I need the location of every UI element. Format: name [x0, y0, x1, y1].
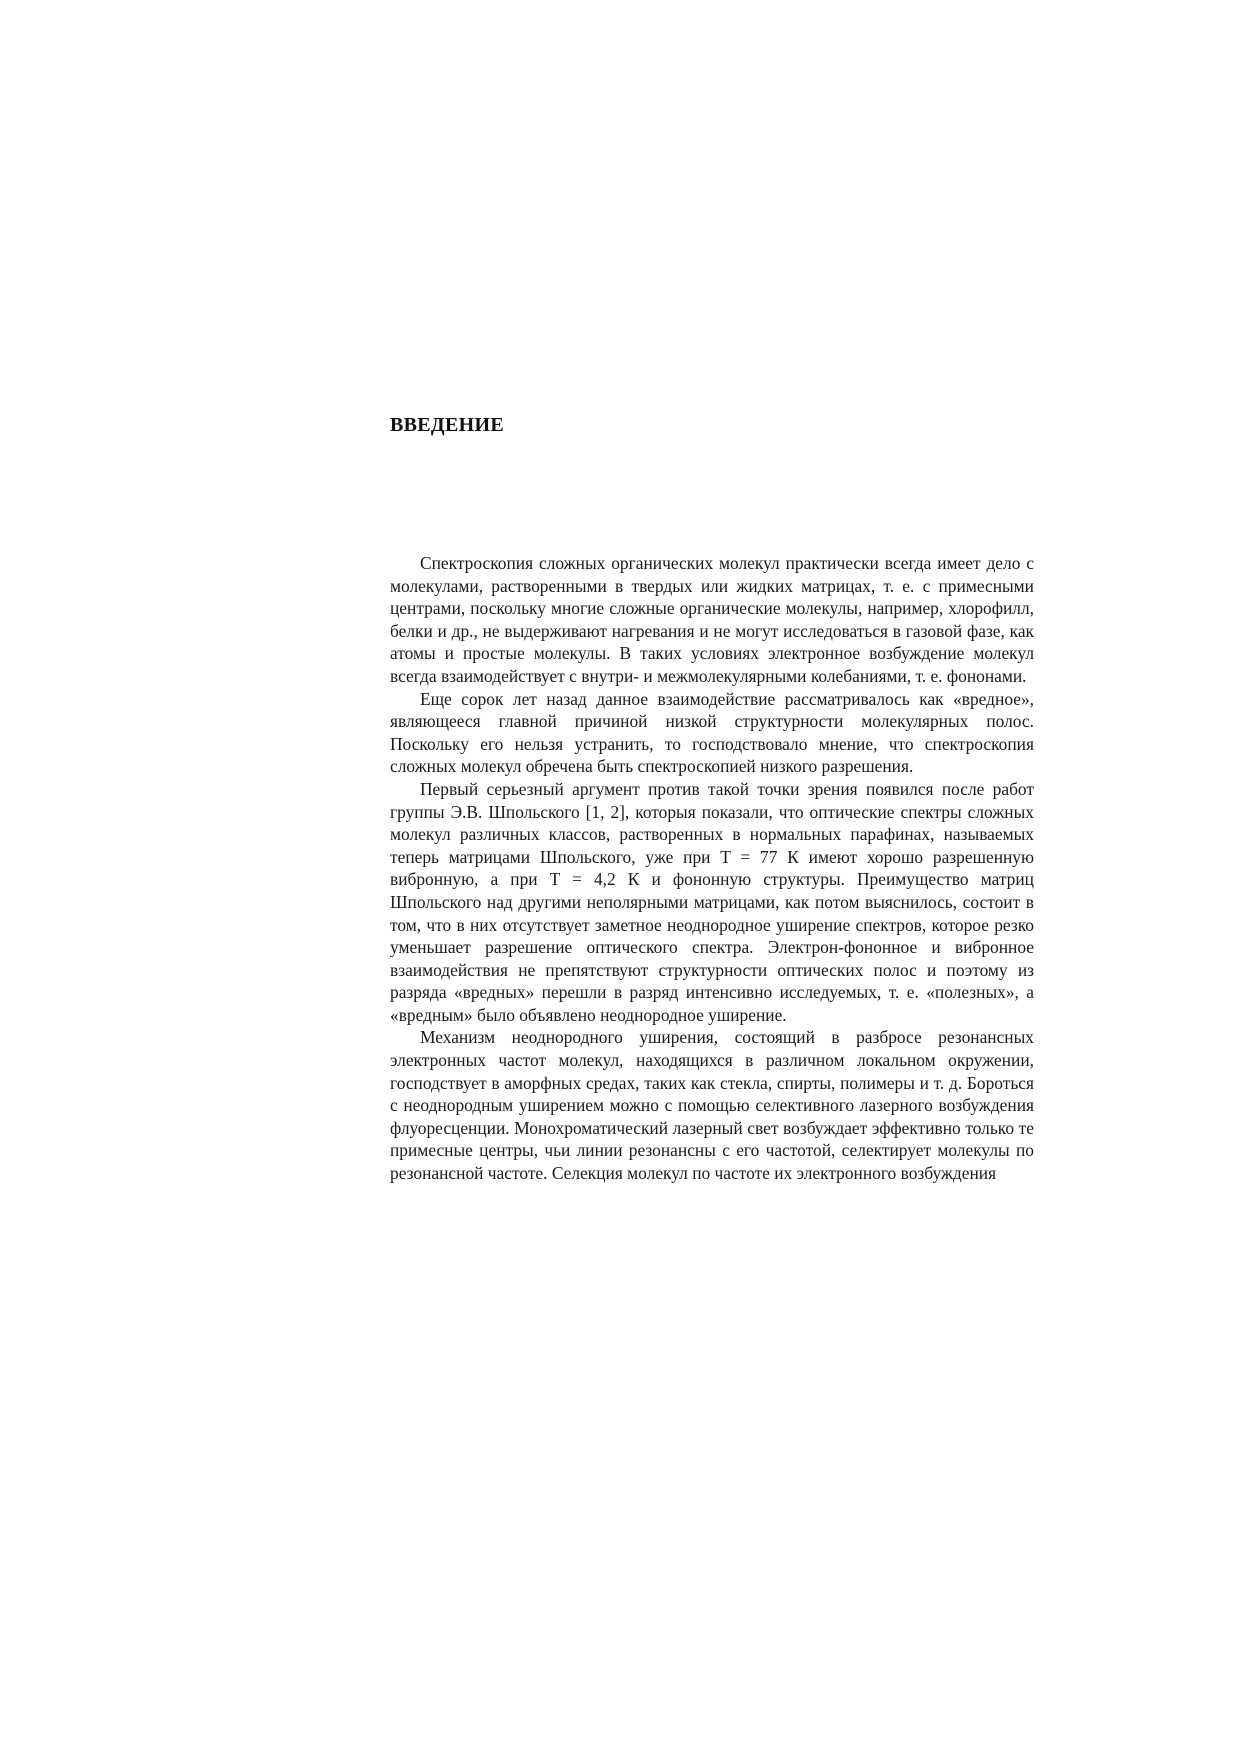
- paragraph: Спектроскопия сложных органических молекул практически всегда имеет дело с молекулами, растворенными в твердых или жидких матрицах, т. е. с примесными центрами, поскольку многие сложные органические молекулы, например, хлорофилл, белки и др., не выдерживают нагревания и не могут исследоваться в газовой фазе, как атомы и простые молекулы. В таких условиях электронное возбуждение молекул всегда взаимодействует с внутри- и межмолекулярными колебаниями, т. е. фононами.: [390, 553, 1034, 686]
- chapter-title: ВВЕДЕНИЕ: [390, 414, 504, 436]
- paragraph: Первый серьезный аргумент против такой точки зрения появился после работ группы Э.В. Шпольского [1, 2], которыя показали, что оптические спектры сложных молекул различных классов, растворенных в нормальных парафинах, называемых теперь матрицами Шпольского, уже при T = 77 К имеют хорошо разрешенную вибронную, а при T = 4,2 К и фононную структуры. Преимущество матриц Шпольского над другими неполярными матрицами, как потом выяснилось, состоит в том, что в них отсутствует заметное неоднородное уширение спектров, которое резко уменьшает разрешение оптического спектра. Электрон-фононное и вибронное взаимодействия не препятствуют структурности оптических полос и поэтому из разряда «вредных» перешли в разряд интенсивно исследуемых, т. е. «полезных», а «вредным» было объявлено неоднородное уширение.: [390, 778, 1034, 1025]
- paragraph: Еще сорок лет назад данное взаимодействие рассматривалось как «вредное», являющееся главной причиной низкой структурности молекулярных полос. Поскольку его нельзя устранить, то господствовало мнение, что спектроскопия сложных молекул обречена быть спектроскопией низкого разрешения.: [390, 688, 1034, 777]
- body-text: [390, 552, 1034, 1185]
- paragraph: Механизм неоднородного уширения, состоящий в разбросе резонансных электронных частот молекул, находящихся в различном локальном окружении, господствует в аморфных средах, таких как стекла, спирты, полимеры и т. д. Бороться с неоднородным уширением можно с помощью селективного лазерного возбуждения флуоресценции. Монохроматический лазерный свет возбуждает эффективно только те примесные центры, чьи линии резонансны с его частотой, селектирует молекулы по резонансной частоте. Селекция молекул по частоте их электронного возбуждения: [390, 1027, 1034, 1184]
